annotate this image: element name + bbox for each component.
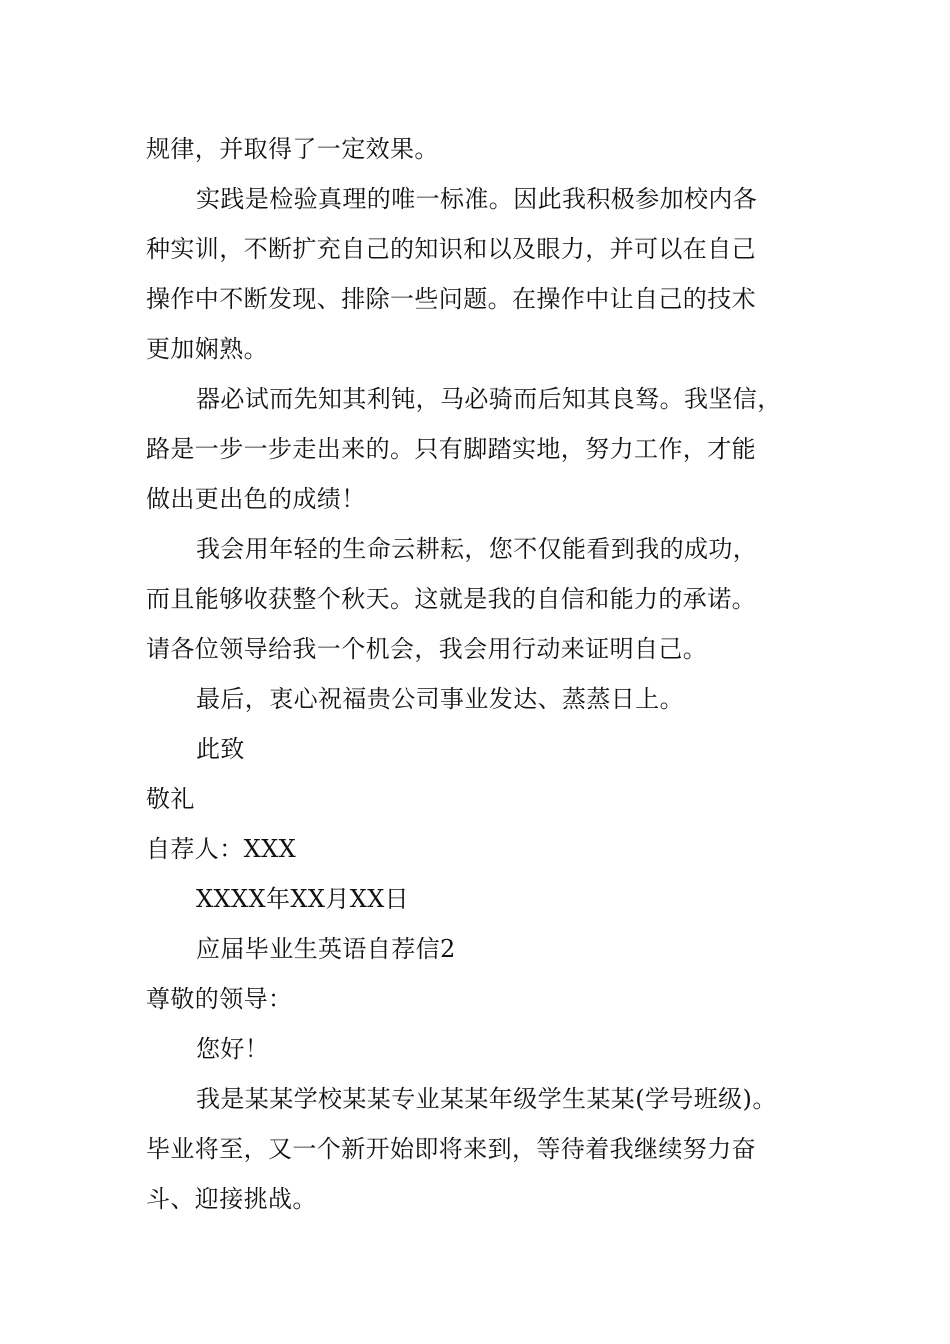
paragraph-line: 路是一步一步走出来的。只有脚踏实地，努力工作，才能 bbox=[146, 435, 756, 463]
section-title: 应届毕业生英语自荐信2 bbox=[196, 935, 456, 963]
greeting-hello: 您好！ bbox=[196, 1035, 270, 1063]
paragraph-line: 做出更出色的成绩！ bbox=[146, 485, 366, 513]
paragraph-line: 毕业将至，又一个新开始即将来到，等待着我继续努力奋 bbox=[146, 1135, 756, 1163]
paragraph-line: 实践是检验真理的唯一标准。因此我积极参加校内各 bbox=[196, 185, 758, 213]
paragraph-line: 更加娴熟。 bbox=[146, 335, 268, 363]
date-line: XXXX年XX月XX日 bbox=[196, 885, 410, 913]
paragraph-line: 操作中不断发现、排除一些问题。在操作中让自己的技术 bbox=[146, 285, 756, 313]
greeting-recipient: 尊敬的领导： bbox=[146, 985, 293, 1013]
salutation-regards: 敬礼 bbox=[146, 785, 195, 813]
paragraph-line: 规律，并取得了一定效果。 bbox=[146, 135, 439, 163]
paragraph-line: 器必试而先知其利钝，马必骑而后知其良驽。我坚信， bbox=[196, 385, 782, 413]
paragraph-line: 我会用年轻的生命云耕耘，您不仅能看到我的成功， bbox=[196, 535, 758, 563]
paragraph-line: 我是某某学校某某专业某某年级学生某某(学号班级)。 bbox=[196, 1085, 777, 1113]
salutation-close: 此致 bbox=[196, 735, 245, 763]
paragraph-line: 斗、迎接挑战。 bbox=[146, 1185, 317, 1213]
signature-line: 自荐人：XXX bbox=[146, 835, 297, 863]
paragraph-line: 种实训，不断扩充自己的知识和以及眼力，并可以在自己 bbox=[146, 235, 756, 263]
paragraph-line: 而且能够收获整个秋天。这就是我的自信和能力的承诺。 bbox=[146, 585, 756, 613]
closing-wish: 最后，衷心祝福贵公司事业发达、蒸蒸日上。 bbox=[196, 685, 684, 713]
paragraph-line: 请各位领导给我一个机会，我会用行动来证明自己。 bbox=[146, 635, 708, 663]
